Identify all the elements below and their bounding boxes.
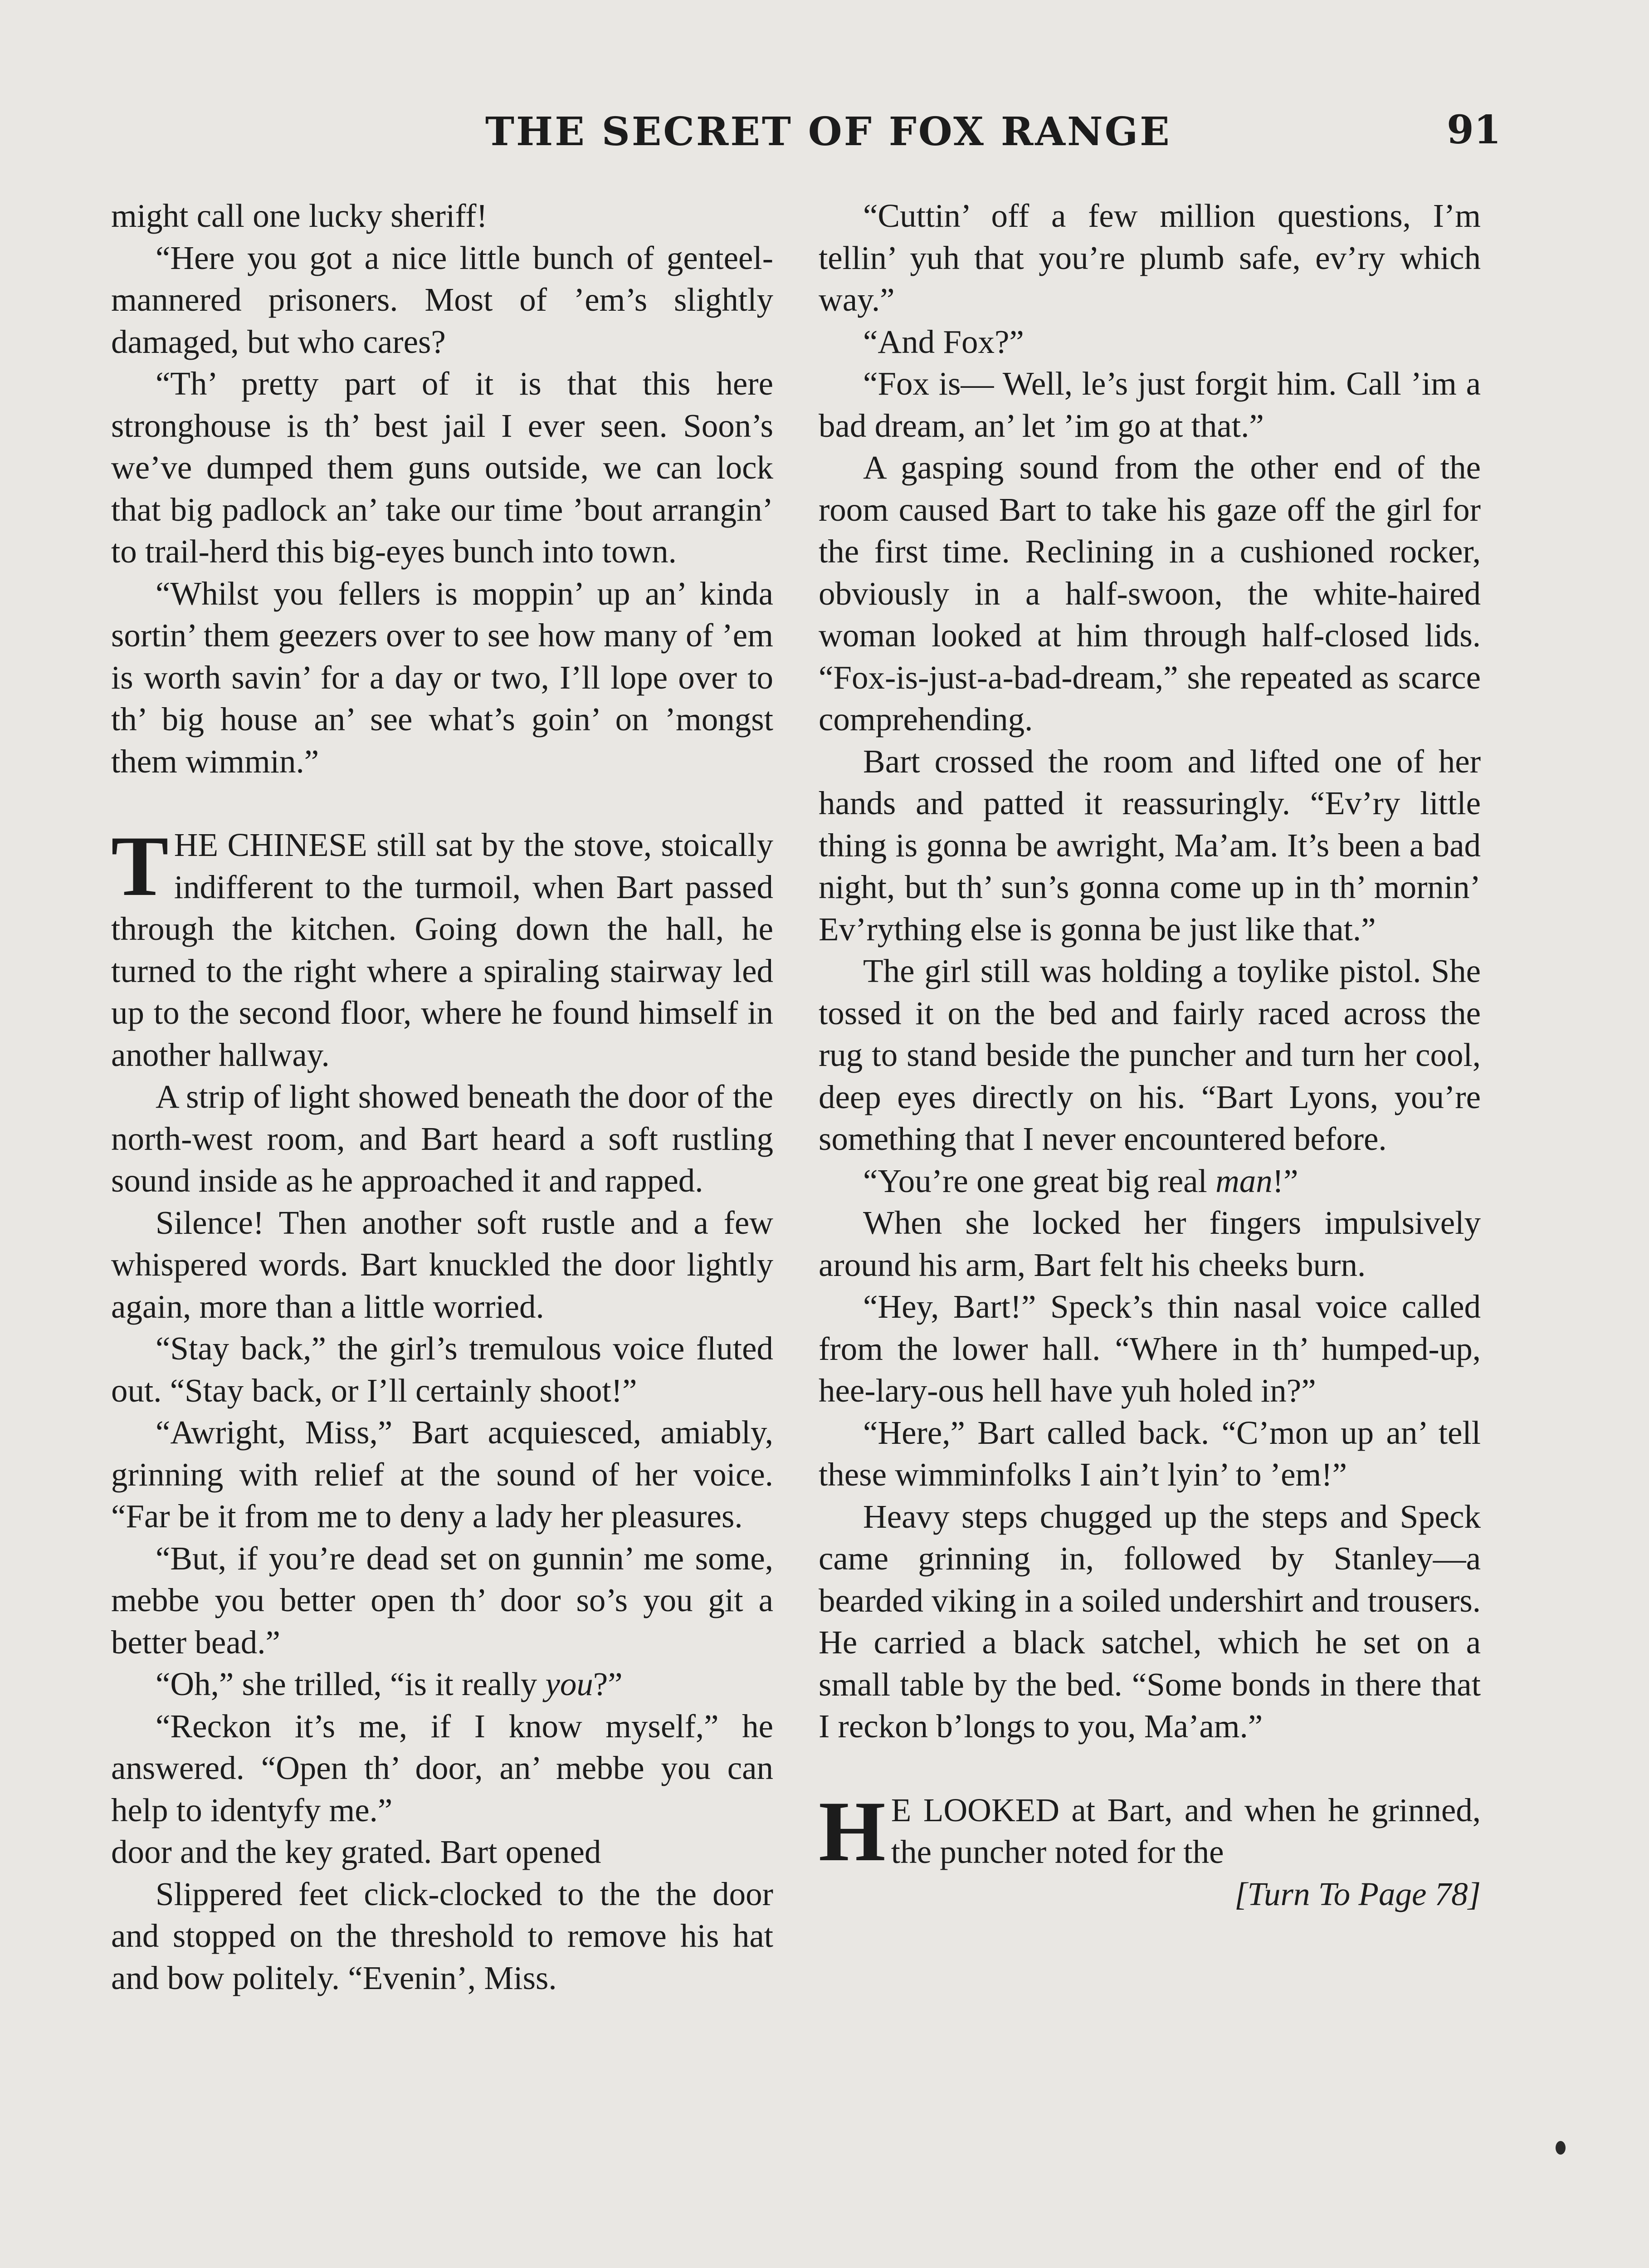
- running-title: THE SECRET OF FOX RANGE: [485, 109, 1171, 155]
- section-opening-paragraph: [819, 1784, 1481, 1879]
- paragraph: door and the key grated. Bart opened: [111, 1833, 601, 1870]
- drop-cap: T: [111, 819, 169, 914]
- text-run: “Oh,” she trilled, “is it really: [156, 1666, 546, 1702]
- paragraph: “Th’ pretty part of it is that this here stronghouse is th’ best jail I ever seen. Soon’s we’ve dumped them guns outside, we can lock that big padlock an’ take our time ’bout arrangin’ to trail-herd this big-eyes bunch into town.: [111, 365, 773, 570]
- paragraph-text: E LOOKED at Bart, and when he grinned, the puncher noted for the: [891, 1791, 1481, 1870]
- text-run: ?”: [593, 1666, 623, 1702]
- paragraph: “Cuttin’ off a few million questions, I’m tellin’ yuh that you’re plumb safe, ev’ry which way.”: [819, 197, 1481, 318]
- ink-speck: [1556, 2141, 1566, 2155]
- paragraph: “Whilst you fellers is moppin’ up an’ kinda sortin’ them geezers over to see how many of ’em is worth savin’ for a day or two, I’ll lope over to th’ big house an’ see what’s goin’ on ’mongst them wimmin.”: [111, 575, 773, 780]
- drop-cap: H: [819, 1784, 886, 1879]
- paragraph: Silence! Then another soft rustle and a few whispered words. Bart knuckled the door lightly again, more than a little worried.: [111, 1204, 773, 1325]
- paragraph: [819, 1160, 1481, 1202]
- paragraph: The girl still was holding a toylike pistol. She tossed it on the bed and fairly raced across the rug to stand beside the puncher and turn her cool, deep eyes directly on his. “Bart Lyons, you’re something that I never encountered before.: [819, 953, 1481, 1157]
- paragraph: “Stay back,” the girl’s tremulous voice fluted out. “Stay back, or I’ll certainly shoot!”: [111, 1330, 773, 1409]
- left-column: [111, 195, 773, 1999]
- page-number: 91: [1447, 107, 1501, 153]
- continuation-note: [Turn To Page 78]: [1234, 1875, 1481, 1912]
- paragraph-text: HE CHINESE still sat by the stove, stoically indifferent to the turmoil, when Bart passed through the kitchen. Going down the hall, he turned to the right where a spiraling stairway led up to the second floor, where he found himself in another hallway.: [111, 826, 773, 1073]
- text-run: !”: [1272, 1162, 1298, 1199]
- paragraph: “Fox is— Well, le’s just forgit him. Call ’im a bad dream, an’ let ’im go at that.”: [819, 365, 1481, 444]
- emphasis: you: [545, 1666, 593, 1702]
- paragraph: “And Fox?”: [863, 323, 1024, 360]
- paragraph: A strip of light showed beneath the door of the north-west room, and Bart heard a soft rustling sound inside as he approached it and rapped.: [111, 1078, 773, 1199]
- paragraph: “Here,” Bart called back. “C’mon up an’ tell these wimminfolks I ain’t lyin’ to ’em!”: [819, 1414, 1481, 1493]
- paragraph: might call one lucky sheriff!: [111, 197, 488, 234]
- text-run: “You’re one great big real: [863, 1162, 1216, 1199]
- right-column: [819, 195, 1481, 1915]
- emphasis: man: [1215, 1162, 1273, 1199]
- paragraph: “Hey, Bart!” Speck’s thin nasal voice called from the lower hall. “Where in th’ humped-up, hee-lary-ous hell have yuh holed in?”: [819, 1288, 1481, 1409]
- paragraph: “Awright, Miss,” Bart acquiesced, amiably, grinning with relief at the sound of her voice. “Far be it from me to deny a lady her pleasures.: [111, 1414, 773, 1535]
- paragraph: “Here you got a nice little bunch of genteel-mannered prisoners. Most of ’em’s slightly damaged, but who cares?: [111, 239, 773, 360]
- paragraph: [111, 1663, 773, 1706]
- paragraph: When she locked her fingers impulsively around his arm, Bart felt his cheeks burn.: [819, 1204, 1481, 1283]
- paragraph: Slippered feet click-clocked to the the door and stopped on the threshold to remove his hat and bow politely. “Evenin’, Miss.: [111, 1875, 773, 1996]
- paragraph: Heavy steps chugged up the steps and Speck came grinning in, followed by Stanley—a bearded viking in a soiled undershirt and trousers. He carried a black satchel, which he set on a small table by the bed. “Some bonds in there that I reckon b’longs to you, Ma’am.”: [819, 1498, 1481, 1745]
- paragraph: “Reckon it’s me, if I know myself,” he answered. “Open th’ door, an’ mebbe you can help to identyfy me.”: [111, 1707, 773, 1828]
- paragraph: Bart crossed the room and lifted one of her hands and patted it reassuringly. “Ev’ry little thing is gonna be awright, Ma’am. It’s been a bad night, but th’ sun’s gonna come up in th’ mornin’ Ev’rything else is gonna be just like that.”: [819, 743, 1481, 948]
- paragraph: “But, if you’re dead set on gunnin’ me some, mebbe you better open th’ door so’s you git a better bead.”: [111, 1540, 773, 1661]
- section-opening-paragraph: [111, 819, 773, 1076]
- paragraph: A gasping sound from the other end of the room caused Bart to take his gaze off the girl for the first time. Reclining in a cushioned rocker, obviously in a half-swoon, the white-haired woman looked at him through half-closed lids. “Fox-is-just-a-bad-dream,” she repeated as scarce comprehending.: [819, 449, 1481, 738]
